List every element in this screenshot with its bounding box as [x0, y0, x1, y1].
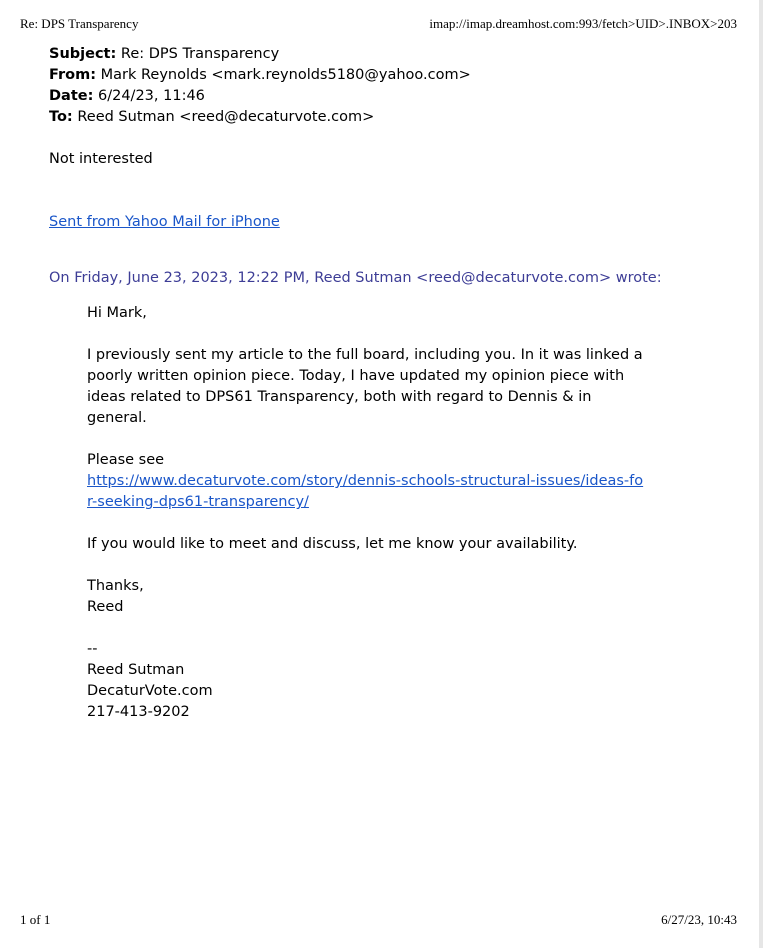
subject-label: Subject:	[49, 46, 117, 62]
quoted-greeting: Hi Mark,	[87, 305, 147, 321]
signature-dashes: --	[87, 641, 98, 657]
quote-attribution: On Friday, June 23, 2023, 12:22 PM, Reed Sutman <reed@decaturvote.com> wrote:	[49, 270, 662, 286]
article-link[interactable]: https://www.decaturvote.com/story/dennis-schools-structural-issues/ideas-for-seeking-dps61-transparency/	[87, 473, 644, 510]
date-row	[49, 86, 729, 107]
quoted-message	[87, 303, 647, 723]
page-edge	[759, 0, 763, 948]
quoted-paragraph-2: If you would like to meet and discuss, let me know your availability.	[87, 536, 578, 552]
date-label: Date:	[49, 88, 94, 104]
print-footer	[20, 912, 737, 928]
email-message	[49, 44, 729, 723]
yahoo-signature-link[interactable]: Sent from Yahoo Mail for iPhone	[49, 214, 280, 230]
quoted-paragraph-1: I previously sent my article to the full board, including you. In it was linked a poorly written opinion piece. Today, I have updated my opinion piece with ideas related to DPS61 Transparency, both with regard to Dennis & in general.	[87, 347, 643, 426]
subject-row	[49, 44, 729, 65]
from-label: From:	[49, 67, 96, 83]
date-value: 6/24/23, 11:46	[98, 88, 205, 104]
signature-site: DecaturVote.com	[87, 683, 213, 699]
to-row	[49, 107, 729, 128]
signature-name: Reed Sutman	[87, 662, 185, 678]
quoted-thanks: Thanks,	[87, 578, 144, 594]
to-label: To:	[49, 109, 73, 125]
quoted-name: Reed	[87, 599, 124, 615]
from-value: Mark Reynolds <mark.reynolds5180@yahoo.com>	[100, 67, 471, 83]
to-value: Reed Sutman <reed@decaturvote.com>	[77, 109, 375, 125]
print-title: Re: DPS Transparency	[20, 16, 139, 31]
page-count: 1 of 1	[20, 912, 51, 927]
subject-value: Re: DPS Transparency	[120, 46, 280, 62]
print-url: imap://imap.dreamhost.com:993/fetch>UID>.INBOX>203	[429, 16, 737, 31]
print-header	[20, 16, 737, 32]
quoted-please-see: Please see	[87, 452, 165, 468]
reply-text: Not interested	[49, 151, 153, 167]
signature-phone: 217-413-9202	[87, 704, 190, 720]
from-row	[49, 65, 729, 86]
print-timestamp: 6/27/23, 10:43	[661, 912, 737, 927]
